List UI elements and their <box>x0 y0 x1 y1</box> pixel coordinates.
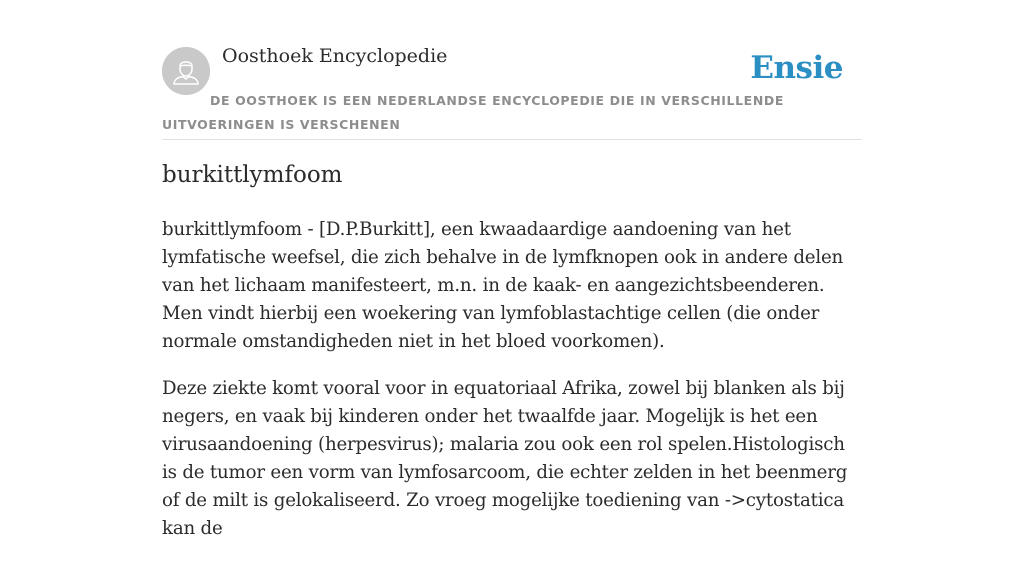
site-header <box>162 0 862 140</box>
brand-logo[interactable]: Ensie <box>750 50 843 86</box>
avatar[interactable] <box>162 47 210 95</box>
user-icon <box>162 47 210 95</box>
article-paragraph: Deze ziekte komt vooral voor in equatoriaal Afrika, zowel bij blanken als bij negers, en vaak bij kinderen onder het twaalfde jaar. Mogelijk is het een virusaandoening (herpesvirus); malaria zou ook een rol spelen.Histologisch is de tumor een vorm van lymfosarcoom, die echter zelden in het beenmerg of de milt is gelokaliseerd. Zo vroeg mogelijke toediening van ->cytostatica kan de <box>162 378 848 539</box>
page <box>162 0 862 539</box>
article-title: burkittlymfoom <box>162 162 343 188</box>
article-paragraph: burkittlymfoom - [D.P.Burkitt], een kwaadaardige aandoening van het lymfatische weefsel, die zich behalve in de lymfknopen ook in andere delen van het lichaam manifesteert, m.n. in de kaak- en aangezichtsbeenderen. Men vindt hierbij een woekering van lymfoblastachtige cellen (die onder normale omstandigheden niet in het bloed voorkomen). <box>162 219 844 352</box>
site-title[interactable]: Oosthoek Encyclopedie <box>222 45 448 67</box>
site-description: DE OOSTHOEK IS EEN NEDERLANDSE ENCYCLOPEDIE DIE IN VERSCHILLENDE UITVOERINGEN IS VERSCHENEN <box>162 93 784 132</box>
article-body <box>162 216 862 562</box>
